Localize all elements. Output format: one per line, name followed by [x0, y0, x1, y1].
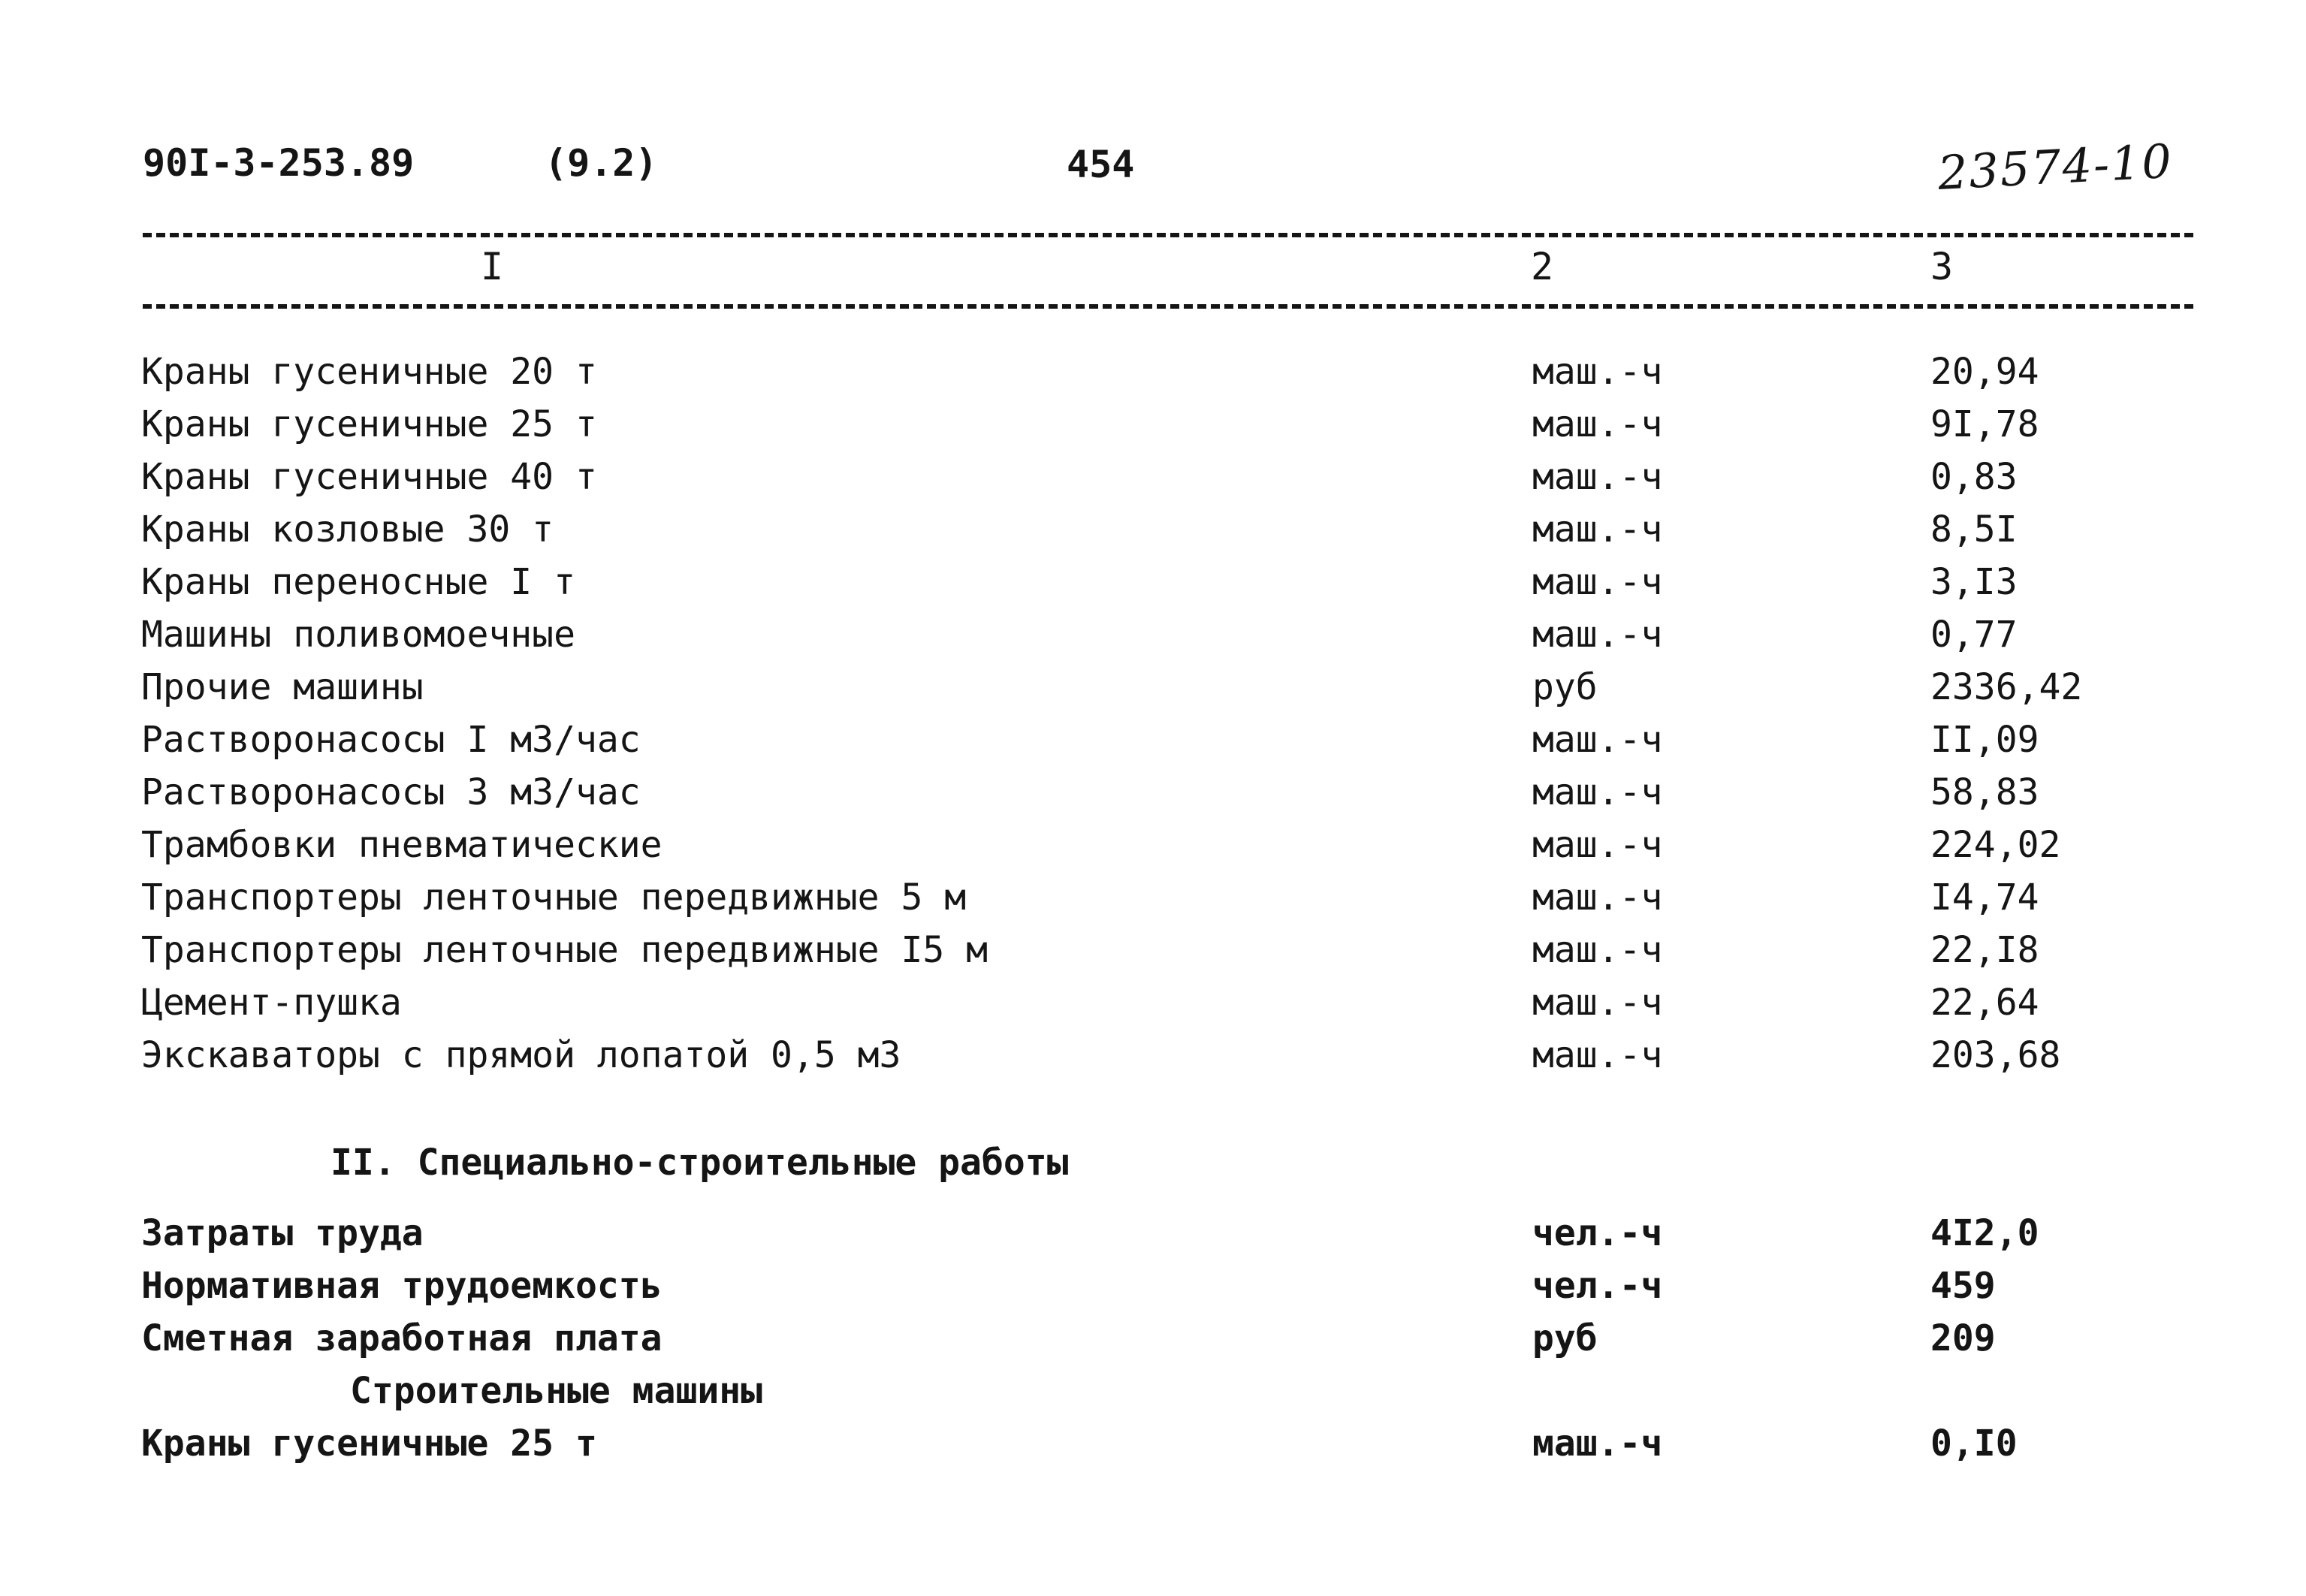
row-name: Сметная заработная плата	[141, 1317, 663, 1359]
row-unit: маш.-ч	[1532, 351, 1663, 393]
row-value: 58,83	[1930, 771, 2039, 813]
table-row	[0, 980, 2306, 1025]
row-name: Транспортеры ленточные передвижные 5 м	[141, 876, 967, 919]
row-value: 22,I8	[1930, 929, 2039, 971]
row-name: Прочие машины	[141, 666, 424, 708]
row-value: 0,83	[1930, 456, 2018, 498]
row-value: 3,I3	[1930, 561, 2018, 603]
column-header-2: 2	[1531, 245, 1554, 288]
row-name: Краны гусеничные 25 т	[141, 1423, 597, 1465]
table-row	[0, 717, 2306, 762]
row-unit: руб	[1532, 666, 1598, 708]
row-value: 9I,78	[1930, 403, 2039, 445]
row-unit: маш.-ч	[1532, 1423, 1663, 1465]
row-unit: маш.-ч	[1532, 456, 1663, 498]
row-name: Краны гусеничные 25 т	[141, 403, 597, 445]
row-value: 203,68	[1930, 1034, 2061, 1076]
row-name: Краны гусеничные 40 т	[141, 456, 597, 498]
row-value: 0,77	[1930, 614, 2018, 656]
row-name: Цемент-пушка	[141, 982, 402, 1024]
table-row	[0, 1421, 2306, 1466]
column-header-1: I	[481, 245, 504, 288]
row-name: Краны гусеничные 20 т	[141, 351, 597, 393]
row-name: Трамбовки пневматические	[141, 824, 663, 866]
row-value: 4I2,0	[1930, 1212, 2039, 1254]
table-row	[0, 402, 2306, 447]
table-row	[0, 1211, 2306, 1256]
row-value: II,09	[1930, 719, 2039, 761]
section-number: (9.2)	[545, 141, 658, 185]
table-row	[0, 928, 2306, 973]
subsection-heading: Строительные машины	[350, 1370, 763, 1412]
table-row	[0, 822, 2306, 867]
table-row	[0, 875, 2306, 920]
row-name: Экскаваторы с прямой лопатой 0,5 м3	[141, 1034, 901, 1076]
table-row	[0, 349, 2306, 394]
row-unit: маш.-ч	[1532, 403, 1663, 445]
row-unit: маш.-ч	[1532, 982, 1663, 1024]
row-value: 459	[1930, 1265, 1996, 1307]
table-row	[0, 1263, 2306, 1308]
handwritten-note: 23574-10	[1936, 133, 2175, 201]
row-name: Затраты труда	[141, 1212, 424, 1254]
document-code: 90I-3-253.89	[143, 141, 415, 185]
row-name: Машины поливомоечные	[141, 614, 575, 656]
table-row	[0, 1033, 2306, 1078]
row-unit: маш.-ч	[1532, 614, 1663, 656]
table-row	[0, 454, 2306, 499]
row-unit: маш.-ч	[1532, 1034, 1663, 1076]
row-value: 0,I0	[1930, 1423, 2018, 1465]
table-header-rule	[143, 304, 2193, 309]
row-value: 20,94	[1930, 351, 2039, 393]
row-unit: чел.-ч	[1532, 1212, 1663, 1254]
row-unit: руб	[1532, 1317, 1598, 1359]
row-unit: маш.-ч	[1532, 876, 1663, 919]
row-name: Растворонасосы 3 м3/час	[141, 771, 641, 813]
row-unit: маш.-ч	[1532, 508, 1663, 551]
table-row	[0, 507, 2306, 552]
row-name: Нормативная трудоемкость	[141, 1265, 663, 1307]
table-top-rule	[143, 233, 2193, 237]
row-name: Краны переносные I т	[141, 561, 575, 603]
row-unit: маш.-ч	[1532, 824, 1663, 866]
table-row	[0, 560, 2306, 605]
table-row	[0, 612, 2306, 657]
table-row	[0, 665, 2306, 710]
row-unit: маш.-ч	[1532, 771, 1663, 813]
row-value: 2336,42	[1930, 666, 2083, 708]
row-name: Краны козловые 30 т	[141, 508, 554, 551]
table-row	[0, 1316, 2306, 1361]
row-name: Транспортеры ленточные передвижные I5 м	[141, 929, 989, 971]
row-name: Растворонасосы I м3/час	[141, 719, 641, 761]
table-row	[0, 770, 2306, 815]
row-value: 209	[1930, 1317, 1996, 1359]
row-unit: маш.-ч	[1532, 561, 1663, 603]
column-header-3: 3	[1930, 245, 1954, 288]
row-value: 22,64	[1930, 982, 2039, 1024]
row-value: 224,02	[1930, 824, 2061, 866]
row-unit: чел.-ч	[1532, 1265, 1663, 1307]
row-value: I4,74	[1930, 876, 2039, 919]
row-value: 8,5I	[1930, 508, 2018, 551]
section-heading: II. Специально-строительные работы	[331, 1142, 1069, 1184]
row-unit: маш.-ч	[1532, 719, 1663, 761]
page-number: 454	[1067, 143, 1135, 186]
row-unit: маш.-ч	[1532, 929, 1663, 971]
